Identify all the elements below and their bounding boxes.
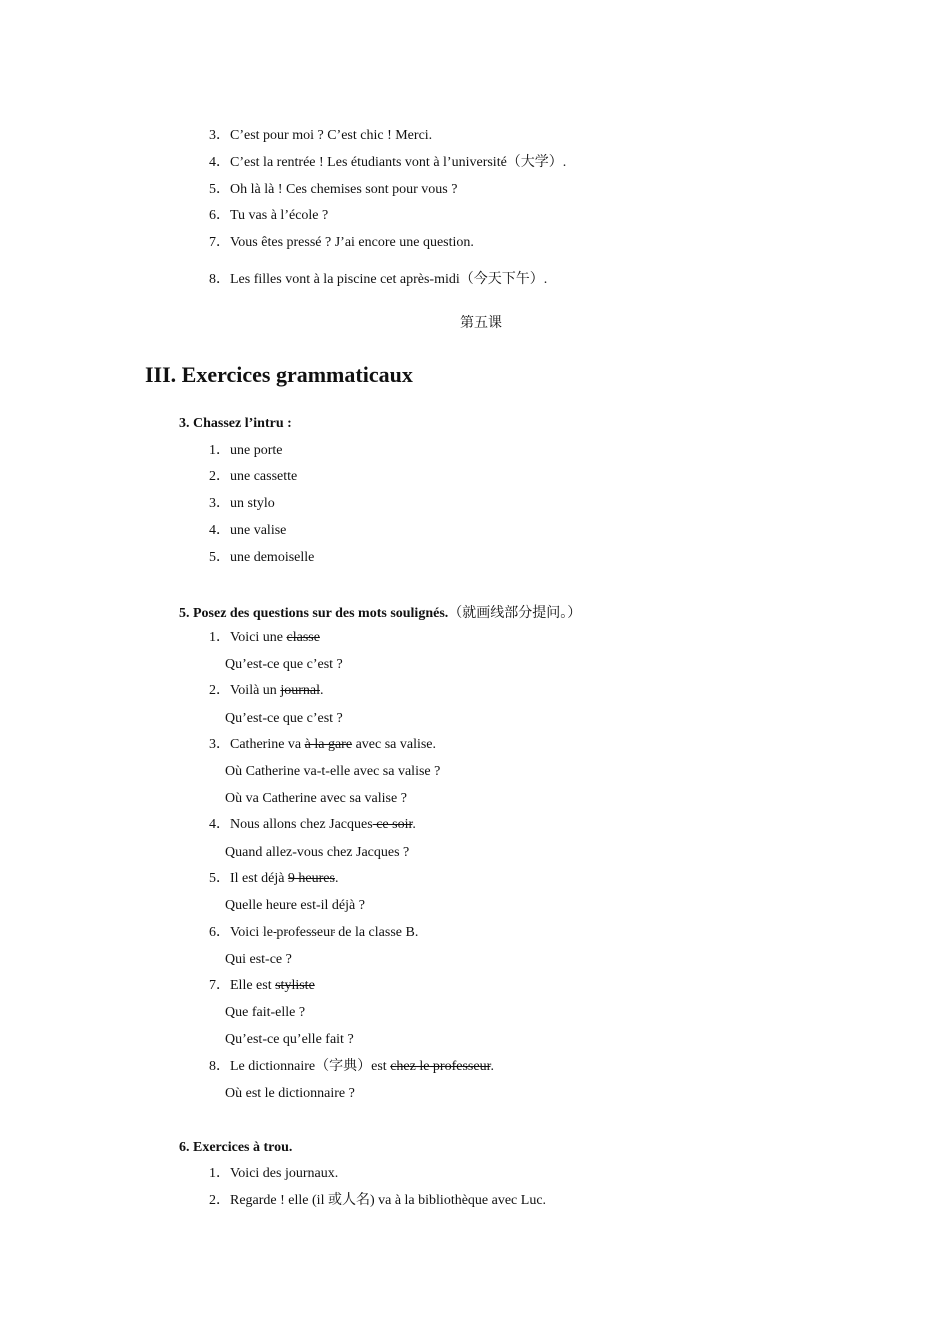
- ex5-answer: Qu’est-ce que c’est ?: [225, 657, 343, 672]
- ex5-question: 7．Elle est styliste: [209, 978, 315, 993]
- top-item-6: 6．Tu vas à l’école ?: [209, 208, 329, 223]
- ex5-question: 8．Le dictionnaire（字典）est chez le professeur.: [209, 1059, 494, 1074]
- section-heading: III. Exercices grammaticaux: [145, 362, 413, 387]
- underlined-word: chez le professeur: [390, 1059, 491, 1074]
- top-item-4: 4．C’est la rentrée ! Les étudiants vont à l’université（大学）.: [209, 155, 567, 170]
- top-item-8: 8．Les filles vont à la piscine cet après-midi（今天下午）.: [209, 272, 548, 287]
- ex5-answer: Où Catherine va-t-elle avec sa valise ?: [225, 764, 441, 779]
- underlined-word: ce soir: [372, 817, 413, 832]
- ex3-item: 5．une demoiselle: [209, 550, 315, 565]
- underlined-word: classe: [286, 630, 320, 645]
- underlined-word: à la gare: [304, 737, 353, 752]
- ex6-title: 6. Exercices à trou.: [179, 1140, 293, 1155]
- ex3-item: 2．une cassette: [209, 469, 298, 484]
- ex3-title: 3. Chassez l’intru :: [179, 416, 292, 431]
- ex5-question: 3．Catherine va à la gare avec sa valise.: [209, 737, 437, 752]
- ex5-answer: Que fait-elle ?: [225, 1005, 306, 1020]
- underlined-word: 9 heures: [287, 871, 335, 886]
- ex5-answer: Qu’est-ce que c’est ?: [225, 711, 343, 726]
- ex5-answer: Où est le dictionnaire ?: [225, 1086, 355, 1101]
- ex3-item: 4．une valise: [209, 523, 287, 538]
- ex5-question: 1．Voici une classe: [209, 630, 320, 645]
- ex5-question: 2．Voilà un journal.: [209, 683, 324, 698]
- ex5-title: 5. Posez des questions sur des mots soulignés.（就画线部分提问。）: [179, 606, 582, 621]
- lesson-title: 第五课: [460, 316, 502, 331]
- ex6-item: 1．Voici des journaux.: [209, 1166, 339, 1181]
- ex5-question: 4．Nous allons chez Jacques ce soir.: [209, 817, 416, 832]
- ex6-item: 2．Regarde ! elle (il 或人名) va à la bibliothèque avec Luc.: [209, 1193, 547, 1208]
- ex5-answer: Quelle heure est-il déjà ?: [225, 898, 365, 913]
- top-item-5: 5．Oh là là ! Ces chemises sont pour vous ?: [209, 182, 458, 197]
- ex5-answer: Où va Catherine avec sa valise ?: [225, 791, 407, 806]
- ex5-answer: Quand allez-vous chez Jacques ?: [225, 845, 410, 860]
- top-item-3: 3．C’est pour moi ? C’est chic ! Merci.: [209, 128, 433, 143]
- underlined-word: styliste: [275, 978, 315, 993]
- top-item-7: 7．Vous êtes pressé ? J’ai encore une question.: [209, 235, 474, 250]
- ex5-answer: Qui est-ce ?: [225, 952, 292, 967]
- ex5-answer: Qu’est-ce qu’elle fait ?: [225, 1032, 354, 1047]
- ex3-item: 1．une porte: [209, 443, 283, 458]
- underlined-word: le professeur: [262, 925, 335, 940]
- ex5-question: 5．Il est déjà 9 heures.: [209, 871, 339, 886]
- ex5-question: 6．Voici le professeur de la classe B.: [209, 925, 419, 940]
- ex3-item: 3．un stylo: [209, 496, 275, 511]
- underlined-word: journal: [280, 683, 320, 698]
